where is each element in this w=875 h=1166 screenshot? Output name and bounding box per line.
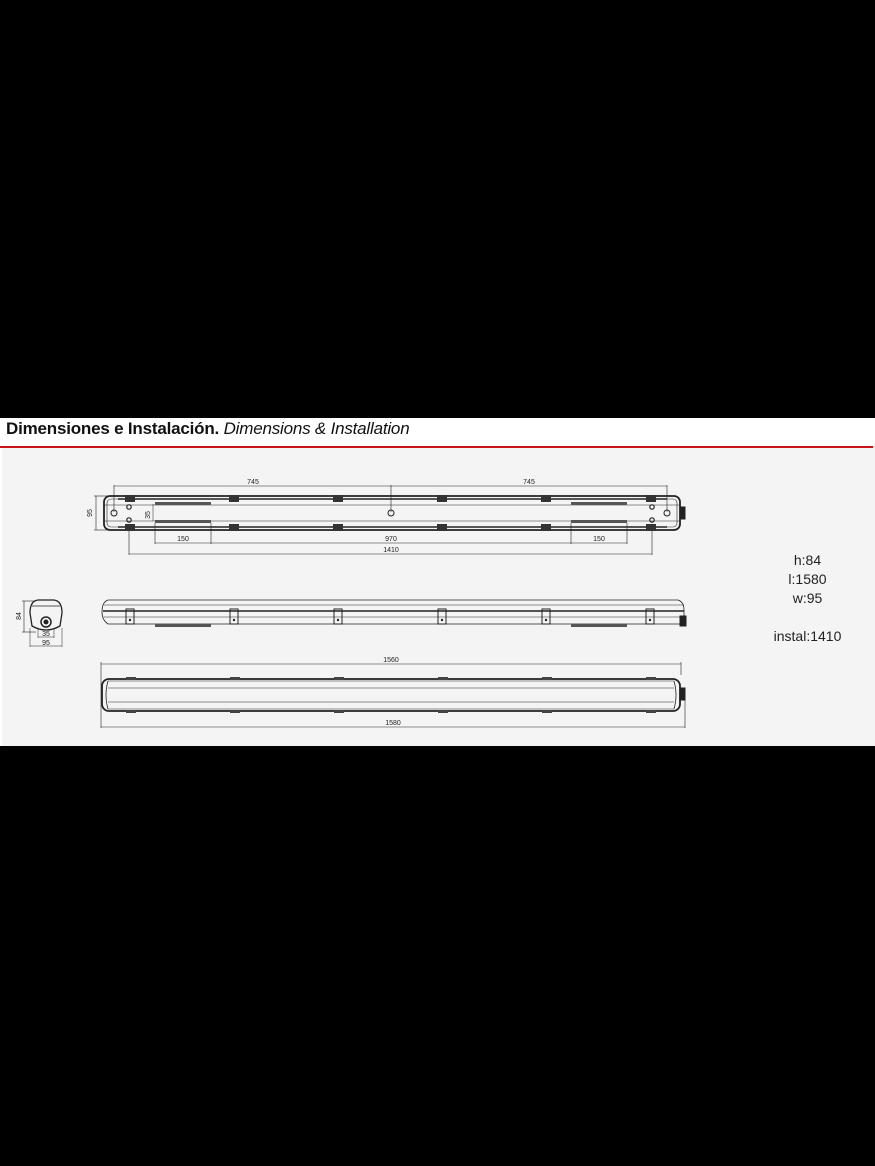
end-dim-height: 84 <box>16 612 23 620</box>
dim-right-half: 745 <box>523 479 535 486</box>
spec-spacer <box>760 608 855 627</box>
dim-right-strip: 150 <box>593 536 605 543</box>
spec-summary <box>760 551 855 646</box>
dim-width: 95 <box>87 509 94 517</box>
dim-install: 1410 <box>383 547 399 554</box>
dimensions-panel <box>0 418 875 746</box>
spec-install: instal:1410 <box>773 628 842 644</box>
dim-left-strip: 150 <box>177 536 189 543</box>
end-dim-inner: 35 <box>42 631 50 638</box>
dim-center: 970 <box>385 536 397 543</box>
title-spanish: Dimensiones e Instalación. <box>6 419 220 438</box>
bottom-view <box>101 662 685 728</box>
bottom-view-dimension-labels <box>383 657 401 727</box>
side-view <box>102 600 686 627</box>
dim-inner-length: 1560 <box>383 657 399 664</box>
spec-width: w:95 <box>792 590 823 606</box>
dim-left-half: 745 <box>247 479 259 486</box>
title-english: Dimensions & Installation <box>223 419 410 438</box>
technical-drawing <box>0 418 875 746</box>
spec-height: h:84 <box>793 552 822 568</box>
dim-inner: 35 <box>145 511 152 519</box>
end-dim-width: 95 <box>42 640 50 647</box>
spec-length: l:1580 <box>788 571 827 587</box>
top-view <box>94 485 685 555</box>
dim-total-length: 1580 <box>385 720 401 727</box>
